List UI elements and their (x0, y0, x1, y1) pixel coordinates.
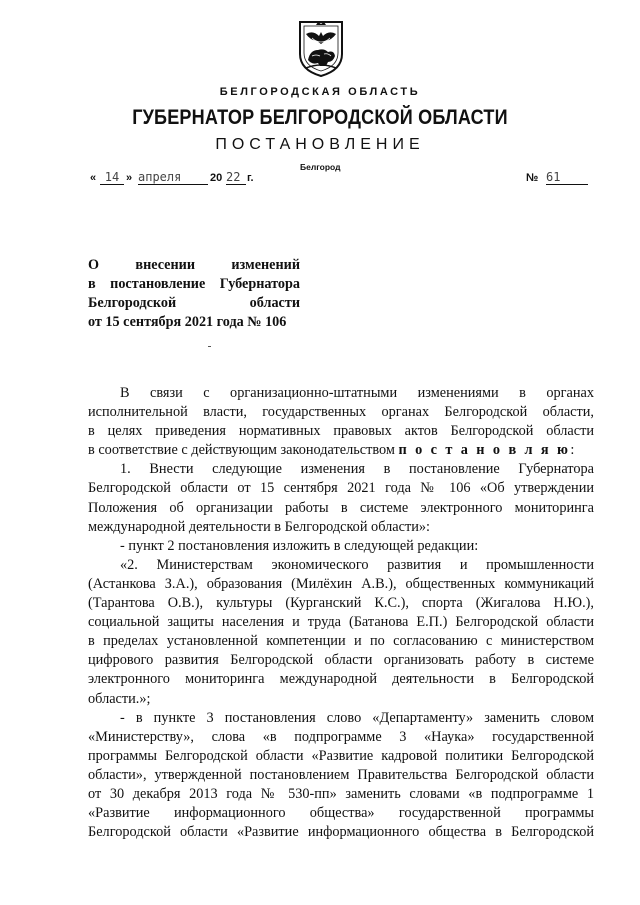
body-line: в соответствие с действующим законодательством (88, 442, 395, 459)
city-name: Белгород (300, 162, 341, 172)
date-number-line (86, 172, 586, 192)
body-line: Положения об организации работы в системе электронного мониторинга (88, 499, 594, 516)
document-body (88, 384, 594, 842)
body-line: электронного мониторинга международной деятельности в Белгородской (88, 671, 594, 688)
date-close-quote: » (126, 172, 133, 184)
date-month: апреля (138, 170, 208, 185)
body-line: «2. Министерствам экономического развития и промышленности (120, 556, 594, 573)
date-year: 22 (226, 170, 246, 185)
region-name: БЕЛГОРОДСКАЯ ОБЛАСТЬ (219, 86, 421, 98)
body-line: 1. Внести следующие изменения в постановление Губернатора (120, 461, 594, 478)
document-type: ПОСТАНОВЛЕНИЕ (215, 136, 425, 153)
subject-line: в постановление Губернатора (88, 276, 300, 293)
body-line: области.»; (88, 690, 151, 707)
body-line: - в пункте 3 постановления слово «Департаменту» заменить словом (120, 709, 594, 726)
subject-line: от 15 сентября 2021 года № 106 (88, 314, 287, 330)
body-line: программы Белгородской области «Развитие кадровой политики Белгородской (88, 747, 594, 764)
body-line: социальной защиты населения и труда (Батанова Е.П.) Белгородской области (88, 614, 594, 631)
body-line: от 30 декабря 2013 года № 530-пп» заменить словами «в подпрограмме 1 (88, 785, 594, 802)
document-number: 61 (546, 170, 588, 185)
body-line: цифрового развития Белгородской области организовать работу в системе (88, 652, 594, 669)
body-line: международной деятельности в Белгородской области»: (88, 518, 430, 535)
body-line: Белгородской области «Развитие информационного общества в Белгородской (88, 824, 594, 841)
issuer-title: ГУБЕРНАТОР БЕЛГОРОДСКОЙ ОБЛАСТИ (132, 106, 508, 129)
body-line: «Министерству», слова «в подпрограмме 3 «Наука» государственной (88, 728, 594, 745)
body-line: В связи с организационно-штатными изменениями в органах (120, 385, 594, 401)
body-line: «Развитие информационного общества» государственной программы (88, 805, 594, 822)
date-century: 20 (210, 172, 223, 184)
body-line: в целях приведения нормативных правовых актов Белгородской области (88, 423, 594, 440)
subject-line: Белгородской области (88, 295, 300, 312)
body-line: Белгородской области от 15 сентября 2021 года № 106 «Об утверждении (88, 480, 594, 497)
body-line: области», утвержденной постановлением Правительства Белгородской области (88, 766, 594, 783)
subject-line: О внесении изменений (88, 257, 300, 273)
coat-of-arms-emblem (298, 20, 344, 78)
decree-colon: : (570, 442, 575, 459)
body-line: исполнительной власти, государственных органах Белгородской области, (88, 404, 594, 421)
date-day: 14 (100, 170, 124, 185)
document-subject (88, 256, 300, 313)
decree-word: п о с т а н о в л я ю (398, 442, 571, 459)
body-line-decree (88, 441, 594, 460)
date-year-suffix: г. (247, 172, 254, 184)
body-line: в пределах установленной компетенции и по согласованию с министерством (88, 633, 594, 650)
body-line: (Тарантова О.В.), культуры (Курганский К.С.), спорта (Жигалова Н.Ю.), (88, 595, 594, 612)
body-line: - пункт 2 постановления изложить в следующей редакции: (120, 537, 479, 554)
stray-mark (208, 346, 211, 347)
body-line: (Астанкова З.А.), образования (Милёхин А.В.), общественных коммуникаций (88, 575, 594, 592)
date-open-quote: « (90, 172, 97, 184)
document-number-label: № (526, 172, 539, 184)
